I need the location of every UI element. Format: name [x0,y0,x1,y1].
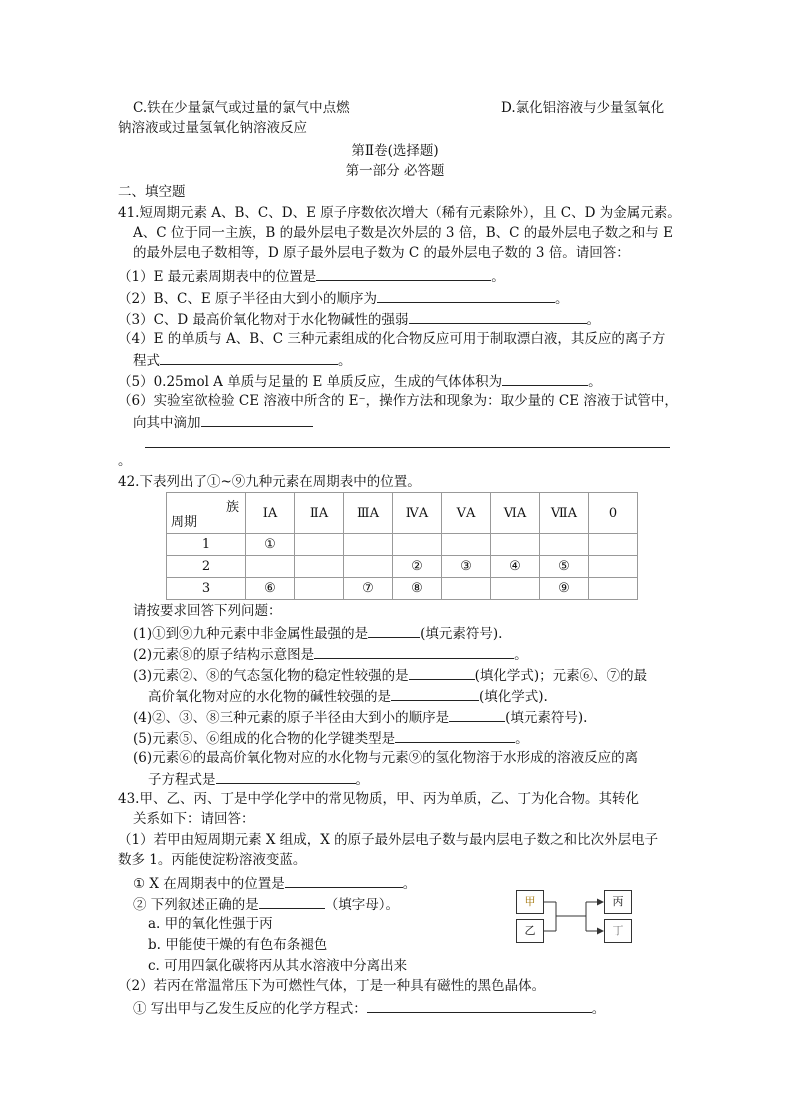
q42-sub-4: (4)②、③、⑧三种元素的原子半径由大到小的顺序是 (填元素符号). [133,707,587,727]
q41-sub-3: （3）C、D 最高价氧化物对于水化物碱性的强弱 。 [118,309,600,329]
volume-title: 第Ⅱ卷(选择题) [351,143,439,159]
q42-sub-1: (1)①到⑨九种元素中非金属性最强的是 (填元素符号). [133,623,502,643]
option-c: C.铁在少量氯气或过量的氯气中点燃 [133,100,350,116]
diagram-box-ding: 丁 [604,919,632,943]
q42-sub-2: (2)元素⑧的原子结构示意图是 。 [133,644,528,664]
q43-option-b: b. 甲能使干燥的有色布条褪色 [148,937,328,953]
table-cell: ⑨ [540,578,589,600]
group-header: ⅡA [295,493,344,534]
q41-sub-4b: 程式 。 [133,350,352,370]
q42-sub-3b: 高价氧化物对应的水化物的碱性较强的是 (填化学式). [148,686,548,706]
q43-option-a: a. 甲的氧化性强于丙 [148,916,273,932]
q41-stem-3: 的最外层电子数相等，D 原子最外层电子数为 C 的最外层电子数的 3 倍。请回答： [133,245,630,261]
q43-part-2: （2）若丙在常温常压下为可燃性气体，丁是一种具有磁性的黑色晶体。 [118,978,546,994]
table-cell: ⑥ [246,578,295,600]
section-heading: 二、填空题 [118,184,186,200]
q42-sub-3a: (3)元素②、⑧的气态氢化物的稳定性较强的是 (填化学式)；元素⑥、⑦的最 [133,665,647,685]
diagram-box-yi: 乙 [516,919,544,943]
q43-option-c: c. 可用四氯化碳将丙从其水溶液中分离出来 [148,958,408,974]
group-header: ⅥA [491,493,540,534]
diagram-box-jia: 甲 [516,890,544,914]
q41-sub-6a: （6）实验室欲检验 CE 溶液中所含的 E⁻，操作方法和现象为：取少量的 CE 溶液于试管中， [118,393,678,409]
q41-sub-1: （1）E 最元素周期表中的位置是 。 [118,266,505,286]
q43-stem-1: 43.甲、乙、丙、丁是中学化学中的常见物质，甲、丙为单质，乙、丁为化合物。其转化 [118,791,639,807]
q41-stem-2: A、C 位于同一主族，B 的最外层电子数是次外层的 3 倍，B、C 的最外层电子数之和与 E [133,225,673,241]
q43-stem-2: 关系如下：请回答： [133,811,255,827]
q43-part-1a: （1）若甲由短周期元素 X 组成，X 的原子最外层电子数与最内层电子数之和比次外层电子 [118,832,659,848]
group-header: 0 [589,493,638,534]
table-cell: ④ [491,556,540,578]
q43-part-1b: 数多 1。丙能使淀粉溶液变蓝。 [118,852,307,868]
option-d: D.氯化铝溶液与少量氢氧化 [501,100,665,116]
table-cell: ① [246,534,295,556]
q43-part-1-q2: ② 下列叙述正确的是 （填字母）。 [133,894,399,914]
table-cell: ⑤ [540,556,589,578]
group-header: ⅢA [344,493,393,534]
period-cell: 2 [167,556,246,578]
q41-end-mark: 。 [118,453,132,469]
table-cell: ⑧ [393,578,442,600]
group-header: ⅦA [540,493,589,534]
period-cell: 3 [167,578,246,600]
part-title: 第一部分 必答题 [345,163,445,179]
table-cell: ③ [442,556,491,578]
diagram-box-bing: 丙 [604,890,632,914]
q41-sub-6b: 向其中滴加 [133,412,313,432]
q41-sub-5: （5）0.25mol A 单质与足量的 E 单质反应，生成的气体体积为 。 [118,371,602,391]
table-cell: ⑦ [344,578,393,600]
group-header: ⅠA [246,493,295,534]
group-header: ⅣA [393,493,442,534]
corner-period-label: 周期 [171,515,198,530]
q43-part-1-q1: ① X 在周期表中的位置是 。 [133,873,416,893]
q41-sub-4a: （4）E 的单质与 A、B、C 三种元素组成的化合物反应可用于制取漂白液，其反应的离子方 [118,331,666,347]
corner-group-label: 族 [225,500,239,515]
period-cell: 1 [167,534,246,556]
table-cell: ② [393,556,442,578]
q42-sub-5: (5)元素⑤、⑥组成的化合物的化学键类型是 。 [133,728,529,748]
q41-sub-2: （2）B、C、E 原子半径由大到小的顺序为 。 [118,288,569,308]
q42-sub-6b: 子方程式是 。 [148,769,369,789]
q42-intro: 请按要求回答下列问题： [133,603,282,619]
group-header: ⅤA [442,493,491,534]
q41-stem-1: 41.短周期元素 A、B、C、D、E 原子序数依次增大（稀有元素除外），且 C、D 为金属元素。 [118,205,681,221]
q42-stem: 42.下表列出了①~⑨九种元素在周期表中的位置。 [118,474,421,490]
q42-sub-6a: (6)元素⑥的最高价氧化物对应的水化物与元素⑨的氢化物溶于水形成的溶液反应的离 [133,750,639,766]
option-d-continued: 钠溶液或过量氢氧化钠溶液反应 [118,120,307,136]
q43-part-2-q1: ① 写出甲与乙发生反应的化学方程式： 。 [133,998,605,1018]
